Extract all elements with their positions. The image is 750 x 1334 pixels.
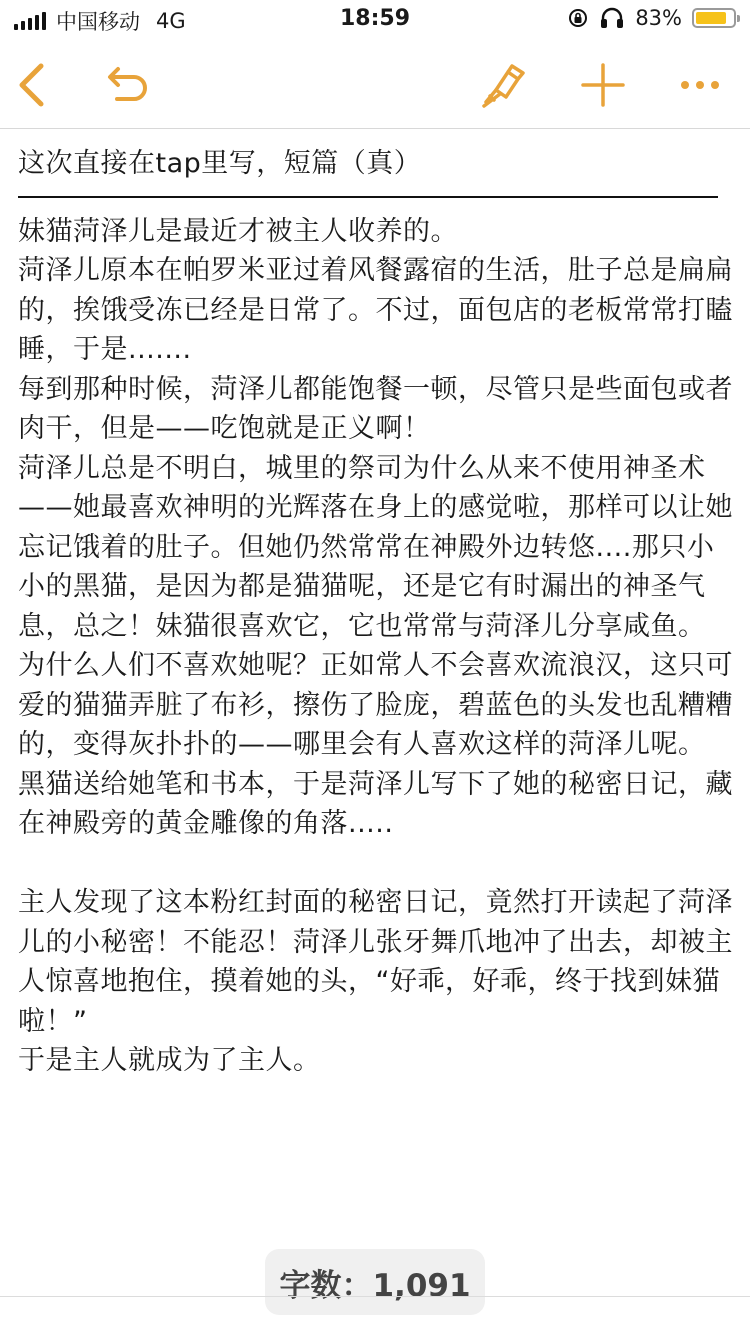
status-bar bbox=[0, 0, 750, 42]
note-editor[interactable] bbox=[18, 144, 734, 1081]
note-toolbar bbox=[0, 42, 750, 129]
battery-icon bbox=[692, 8, 736, 28]
note-paragraph: 主人发现了这本粉红封面的秘密日记，竟然打开读起了菏泽儿的小秘密！不能忍！菏泽儿张牙舞爪地冲了出去，却被主人惊喜地抱住，摸着她的头，“好乖，好乖，终于找到妹猫啦！” bbox=[18, 887, 733, 1037]
note-paragraph: 为什么人们不喜欢她呢？正如常人不会喜欢流浪汉，这只可爱的猫猫弄脏了布衫，擦伤了脸庞，碧蓝色的头发也乱糟糟的，变得灰扑扑的——哪里会有人喜欢这样的菏泽儿呢。 bbox=[18, 650, 733, 760]
more-icon[interactable] bbox=[675, 60, 725, 110]
note-paragraph: 妹猫菏泽儿是最近才被主人收养的。 bbox=[18, 215, 458, 247]
note-paragraph: 每到那种时候，菏泽儿都能饱餐一顿，尽管只是些面包或者肉干，但是——吃饱就是正义啊！ bbox=[18, 373, 733, 444]
undo-icon[interactable] bbox=[104, 60, 154, 110]
carrier-name: 中国移动 bbox=[56, 10, 140, 34]
blank-line bbox=[18, 844, 734, 884]
clock: 18:59 bbox=[339, 6, 411, 31]
note-paragraph: 黑猫送给她笔和书本，于是菏泽儿写下了她的秘密日记，藏在神殿旁的黄金雕像的角落..... bbox=[18, 768, 733, 839]
note-title-line: 这次直接在tap里写，短篇（真） bbox=[18, 148, 422, 179]
status-right bbox=[567, 6, 736, 30]
divider-line bbox=[18, 196, 718, 198]
word-count-badge[interactable]: 字数：1,091 bbox=[265, 1249, 485, 1315]
network-type: 4G bbox=[156, 9, 186, 33]
note-paragraph: 于是主人就成为了主人。 bbox=[18, 1045, 321, 1076]
battery-percent: 83% bbox=[635, 6, 682, 30]
bottom-divider bbox=[0, 1296, 750, 1297]
note-paragraph: 菏泽儿原本在帕罗米亚过着风餐露宿的生活，肚子总是扁扁的，挨饿受冻已经是日常了。不过，面包店的老板常常打瞌睡，于是....... bbox=[18, 255, 733, 365]
rotation-lock-icon bbox=[567, 7, 589, 29]
plus-icon[interactable] bbox=[578, 60, 628, 110]
battery-level bbox=[696, 12, 726, 24]
note-paragraph: 菏泽儿总是不明白，城里的祭司为什么从来不使用神圣术——她最喜欢神明的光辉落在身上的感觉啦，那样可以让她忘记饿着的肚子。但她仍然常常在神殿外边转悠....那只小小的黑猫，是因为都是猫猫呢，还是它有时漏出的神圣气息，总之！妹猫很喜欢它，它也常常与菏泽儿分享咸鱼。 bbox=[18, 452, 733, 642]
paint-brush-icon[interactable] bbox=[478, 60, 528, 110]
chevron-left-icon[interactable] bbox=[10, 60, 60, 110]
headphones-icon bbox=[599, 7, 625, 29]
